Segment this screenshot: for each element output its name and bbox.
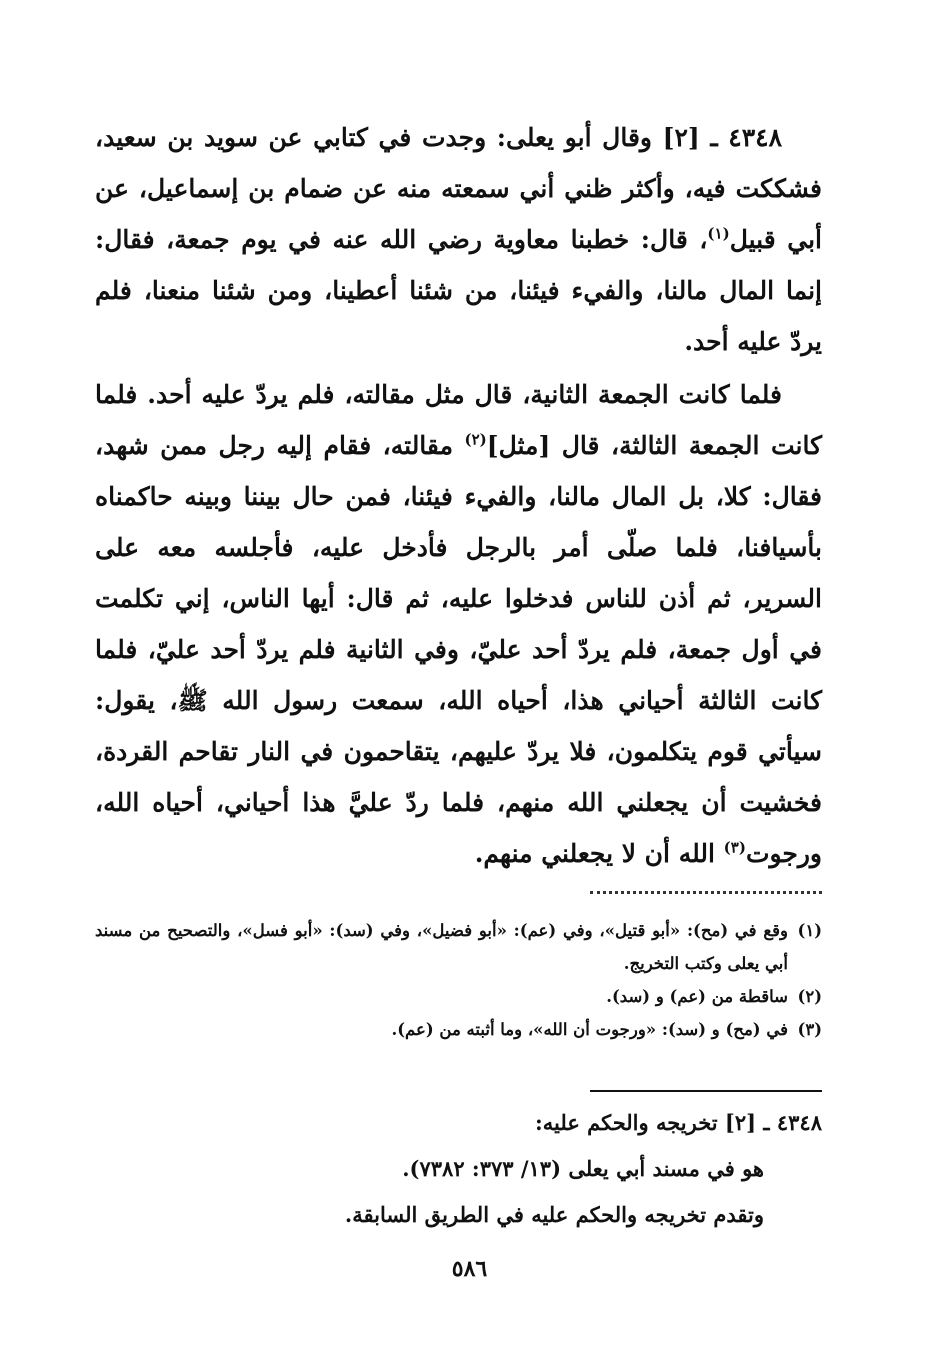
- footnote-item: [95, 980, 822, 1013]
- footnote-number: (٢): [797, 987, 822, 1006]
- takhrij-line: وتقدم تخريجه والحكم عليه في الطريق السابقة.: [344, 1202, 764, 1227]
- takhrij-section: [95, 1100, 822, 1238]
- takhrij-separator: [590, 1090, 822, 1092]
- footnote-item: [95, 914, 822, 980]
- page-content: [95, 112, 822, 1238]
- hadith-text-part: وقال أبو يعلى: وجدت في كتابي عن سويد بن سعيد، فشككت فيه، وأكثر ظني أني سمعته منه عن ضمام بن إسماعيل، عن أبي قبيل: [95, 123, 822, 254]
- hadith-text-part: فلما كانت الجمعة الثانية، قال مثل مقالته، فلم يردّ عليه أحد. فلما كانت الجمعة الثالثة، قال [مثل]: [95, 380, 822, 460]
- footnote-text: ساقطة من (عم) و (سد).: [606, 987, 788, 1006]
- page-number: ٥٨٦: [451, 1256, 488, 1282]
- takhrij-title: ٤٣٤٨ ـ [٢] تخريجه والحكم عليه:: [535, 1110, 822, 1135]
- hadith-text: [95, 112, 822, 879]
- footnote-number: (٣): [797, 1020, 822, 1039]
- footnote-ref-3[interactable]: (٣): [723, 838, 746, 857]
- footnotes: [95, 914, 822, 1046]
- footnote-text: في (مح) و (سد): «ورجوت أن الله»، وما أثبته من (عم).: [391, 1020, 788, 1039]
- footnote-number: (١): [797, 921, 822, 940]
- footnote-ref-2[interactable]: (٢): [464, 430, 487, 449]
- footnote-item: [95, 1013, 822, 1046]
- footnote-ref-1[interactable]: (١): [707, 224, 730, 243]
- hadith-text-part: مقالته، فقام إليه رجل ممن شهد، فقال: كلا، بل المال مالنا، والفيء فيئنا، فمن حال بيننا وبينه حاكمناه بأسيافنا، فلما صلّى أمر بالرجل فأدخل عليه، فأجلسه معه على السرير، ثم أذن للناس فدخلوا عليه، ثم قال: أيها الناس، إني تكلمت في أول جمعة، فلم يردّ أحد عليّ، وفي الثانية فلم يردّ أحد عليّ، فلما كانت الثالثة أحياني هذا، أحياه الله، سمعت رسول الله ﷺ، يقول: سيأتي قوم يتكلمون، فلا يردّ عليهم، يتقاحمون في النار تقاحم القردة، فخشيت أن يجعلني الله منهم، فلما ردّ عليَّ هذا أحياني، أحياه الله، ورجوت: [95, 431, 822, 868]
- hadith-paragraph-2: [95, 369, 822, 879]
- takhrij-line: هو في مسند أبي يعلى (١٣/ ٣٧٣: ٧٣٨٢).: [402, 1156, 764, 1181]
- hadith-paragraph-1: [95, 112, 822, 367]
- footnote-text: وقع في (مح): «أبو قتيل»، وفي (عم): «أبو فضيل»، وفي (سد): «أبو فسل»، والتصحيح من مسند أبي يعلى وكتب التخريج.: [95, 921, 788, 973]
- hadith-text-part: ، قال: خطبنا معاوية رضي الله عنه في يوم جمعة، فقال: إنما المال مالنا، والفيء فيئنا، من شئنا أعطينا، ومن شئنا منعنا، فلم يردّ عليه أحد.: [95, 225, 822, 356]
- footnote-separator: [590, 891, 822, 894]
- hadith-number: ٤٣٤٨ ـ [٢]: [662, 123, 782, 152]
- hadith-text-part: الله أن لا يجعلني منهم.: [474, 839, 724, 868]
